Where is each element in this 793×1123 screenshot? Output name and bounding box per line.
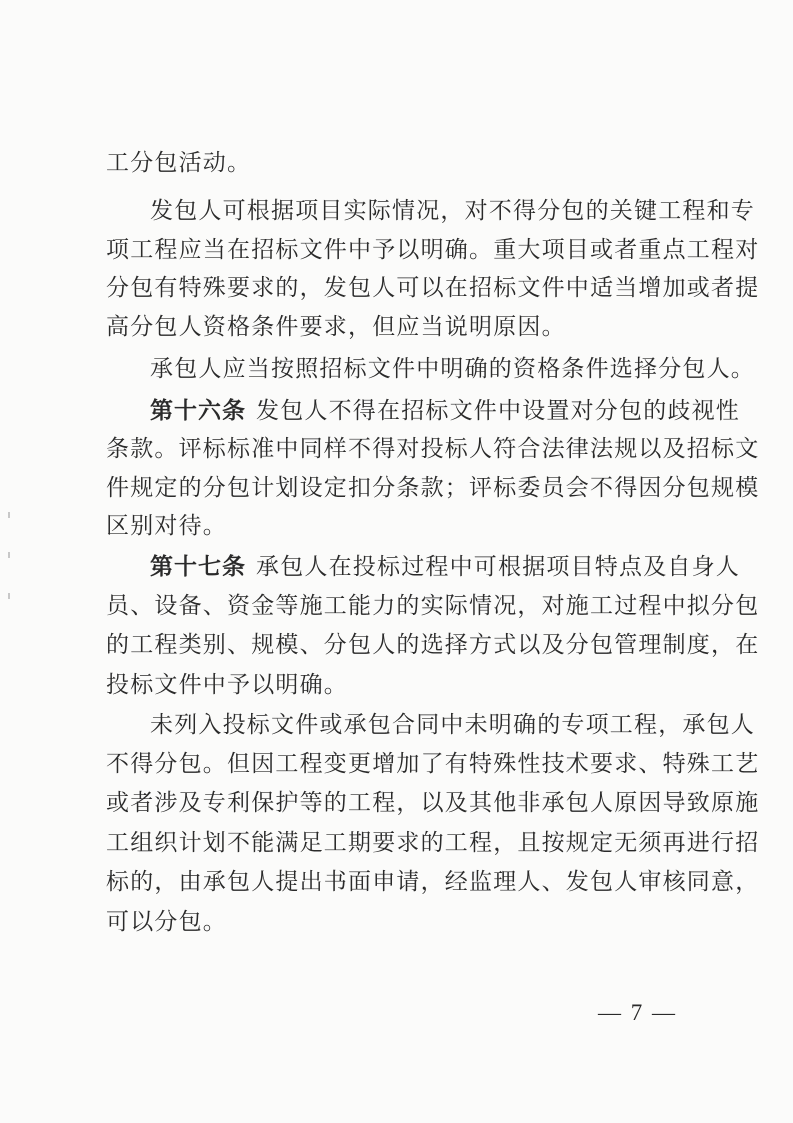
paragraph-line: 分包有特殊要求的，发包人可以在招标文件中适当增加或者提 — [106, 275, 760, 301]
paragraph-line: 未列入投标文件或承包合同中未明确的专项工程，承包人 — [150, 712, 755, 738]
article-number: 第十六条 — [150, 398, 246, 424]
paragraph-line: 高分包人资格条件要求，但应当说明原因。 — [106, 314, 566, 340]
article-text: 承包人在投标过程中可根据项目特点及自身人 — [256, 554, 740, 580]
paragraph-line: 或者涉及专利保护等的工程，以及其他非承包人原因导致原施 — [106, 790, 760, 816]
paragraph-line: 项工程应当在招标文件中予以明确。重大项目或者重点工程对 — [106, 237, 760, 263]
paragraph-line: 投标文件中予以明确。 — [106, 672, 348, 698]
paragraph-line: 工分包活动。 — [106, 150, 252, 176]
paragraph-line: 不得分包。但因工程变更增加了有特殊性技术要求、特殊工艺 — [106, 751, 760, 777]
paragraph-line: 标的，由承包人提出书面申请，经监理人、发包人审核同意， — [106, 869, 760, 895]
paragraph-line: 员、设备、资金等施工能力的实际情况，对施工过程中拟分包 — [106, 593, 760, 619]
paragraph-line: 区别对待。 — [106, 513, 227, 539]
article-line — [150, 552, 740, 582]
margin-mark — [8, 512, 10, 518]
article-line — [150, 396, 740, 426]
paragraph-line: 件规定的分包计划设定扣分条款；评标委员会不得因分包规模 — [106, 475, 760, 501]
article-number: 第十七条 — [150, 554, 246, 580]
paragraph-line: 承包人应当按照招标文件中明确的资格条件选择分包人。 — [150, 356, 755, 382]
margin-mark — [8, 552, 10, 558]
article-text: 发包人不得在招标文件中设置对分包的歧视性 — [256, 398, 740, 424]
page-number: — 7 — — [598, 1000, 677, 1025]
paragraph-line: 工组织计划不能满足工期要求的工程，且按规定无须再进行招 — [106, 830, 760, 856]
paragraph-line: 条款。评标标准中同样不得对投标人符合法律法规以及招标文 — [106, 436, 760, 462]
paragraph-line: 可以分包。 — [106, 909, 227, 935]
paragraph-line: 的工程类别、规模、分包人的选择方式以及分包管理制度，在 — [106, 632, 760, 658]
margin-mark — [8, 593, 10, 599]
paragraph-line: 发包人可根据项目实际情况，对不得分包的关键工程和专 — [150, 198, 755, 224]
